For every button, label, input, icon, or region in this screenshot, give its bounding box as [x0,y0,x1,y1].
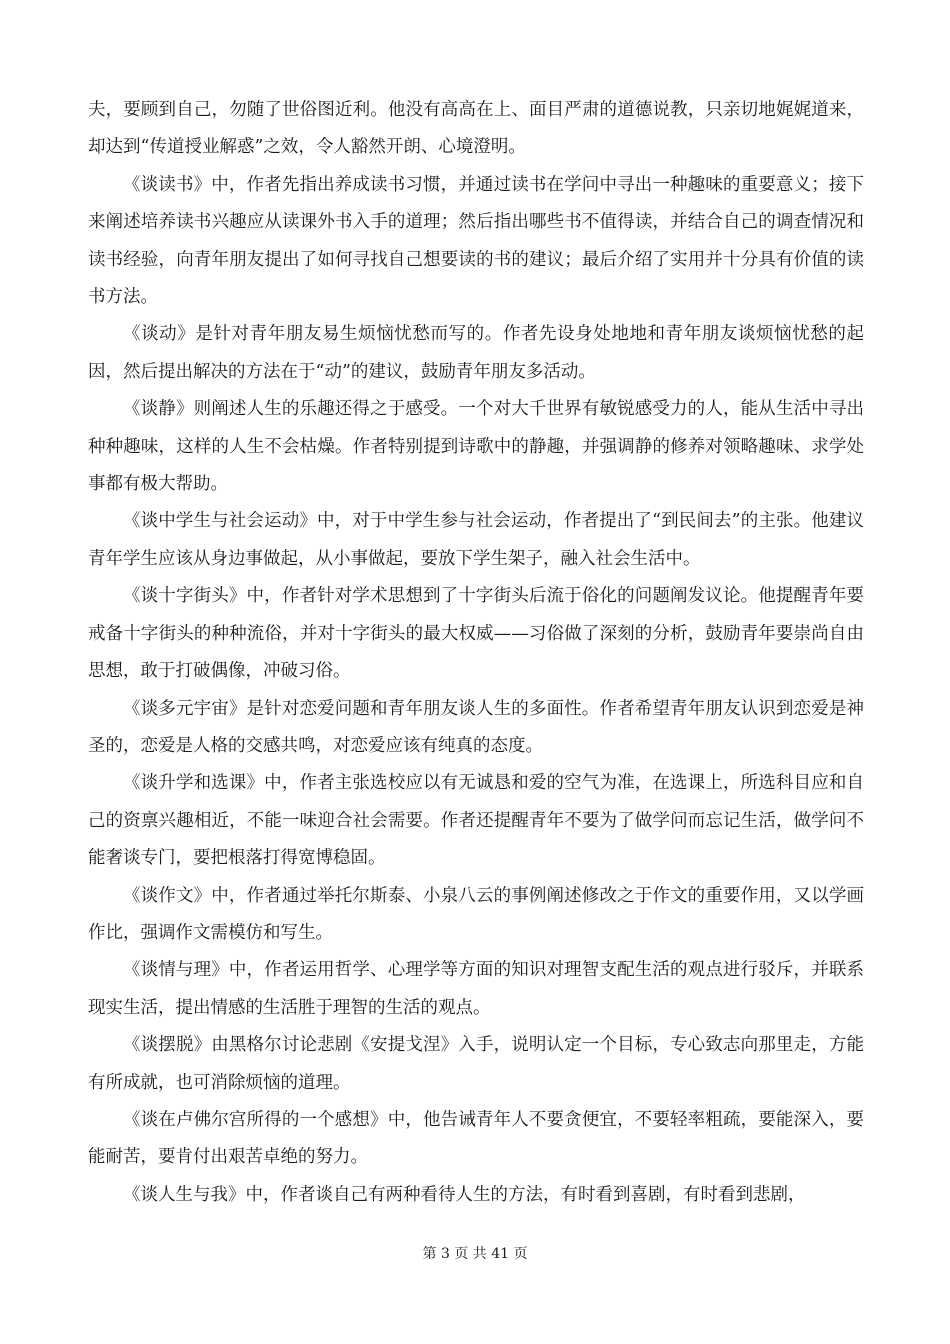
paragraph-tan-zuowen: 《谈作文》中，作者通过举托尔斯泰、小泉八云的事例阐述修改之于作文的重要作用，又以学画作比，强调作文需模仿和写生。 [88,885,864,943]
paragraph-tan-jing: 《谈静》则阐述人生的乐趣还得之于感受。一个对大千世界有敏锐感受力的人，能从生活中寻出种种趣味，这样的人生不会枯燥。作者特别提到诗歌中的静趣，并强调静的修养对领略趣味、求学处事都有极大帮助。 [88,399,864,495]
paragraph-tan-dong: 《谈动》是针对青年朋友易生烦恼忧愁而写的。作者先设身处地地和青年朋友谈烦恼忧愁的起因，然后提出解决的方法在于“动”的建议，鼓励青年朋友多活动。 [88,324,864,382]
paragraph-continuation: 夫，要顾到自己，勿随了世俗图近利。他没有高高在上、面目严肃的道德说教，只亲切地娓娓道来，却达到“传道授业解惑”之效，令人豁然开朗、心境澄明。 [88,100,864,158]
paragraph-tan-zhongxuesheng: 《谈中学生与社会运动》中，对于中学生参与社会运动，作者提出了“到民间去”的主张。他建议青年学生应该从身边事做起，从小事做起，要放下学生架子，融入社会生活中。 [88,511,864,569]
paragraph-tan-duoyuanyuzhou: 《谈多元宇宙》是针对恋爱问题和青年朋友谈人生的多面性。作者希望青年朋友认识到恋爱是神圣的，恋爱是人格的交感共鸣，对恋爱应该有纯真的态度。 [88,698,864,756]
paragraph-tan-baituo: 《谈摆脱》由黑格尔讨论悲剧《安提戈涅》入手，说明认定一个目标，专心致志向那里走，方能有所成就，也可消除烦恼的道理。 [88,1035,864,1093]
paragraph-tan-renshengyuwo: 《谈人生与我》中，作者谈自己有两种看待人生的方法，有时看到喜剧，有时看到悲剧， [123,1184,806,1205]
paragraph-tan-qingyuli: 《谈情与理》中，作者运用哲学、心理学等方面的知识对理智支配生活的观点进行驳斥，并联系现实生活，提出情感的生活胜于理智的生活的观点。 [88,960,864,1018]
paragraph-tan-dushu: 《谈读书》中，作者先指出养成读书习惯，并通过读书在学问中寻出一种趣味的重要意义；接下来阐述培养读书兴趣应从读课外书入手的道理；然后指出哪些书不值得读，并结合自己的调查情况和读书经验，向青年朋友提出了如何寻找自己想要读的书的建议；最后介绍了实用并十分具有价值的读书方法。 [88,174,864,308]
paragraph-tan-shengxue: 《谈升学和选课》中，作者主张选校应以有无诚恳和爱的空气为准，在选课上，所选科目应和自己的资禀兴趣相近，不能一味迎合社会需要。作者还提醒青年不要为了做学问而忘记生活，做学问不能奢谈专门，要把根落打得宽博稳固。 [88,773,864,869]
paragraph-tan-lufoer: 《谈在卢佛尔宫所得的一个感想》中，他告诫青年人不要贪便宜，不要轻率粗疏，要能深入，要能耐苦，要肯付出艰苦卓绝的努力。 [88,1109,864,1168]
body-text [88,92,864,1214]
page-footer: 第 3 页 共 41 页 [422,1246,528,1262]
paragraph-tan-shizijietou: 《谈十字街头》中，作者针对学术思想到了十字街头后流于俗化的问题阐发议论。他提醒青年要戒备十字街头的种种流俗，并对十字街头的最大权威——习俗做了深刻的分析，鼓励青年要崇尚自由思想，敢于打破偶像，冲破习俗。 [88,586,864,682]
